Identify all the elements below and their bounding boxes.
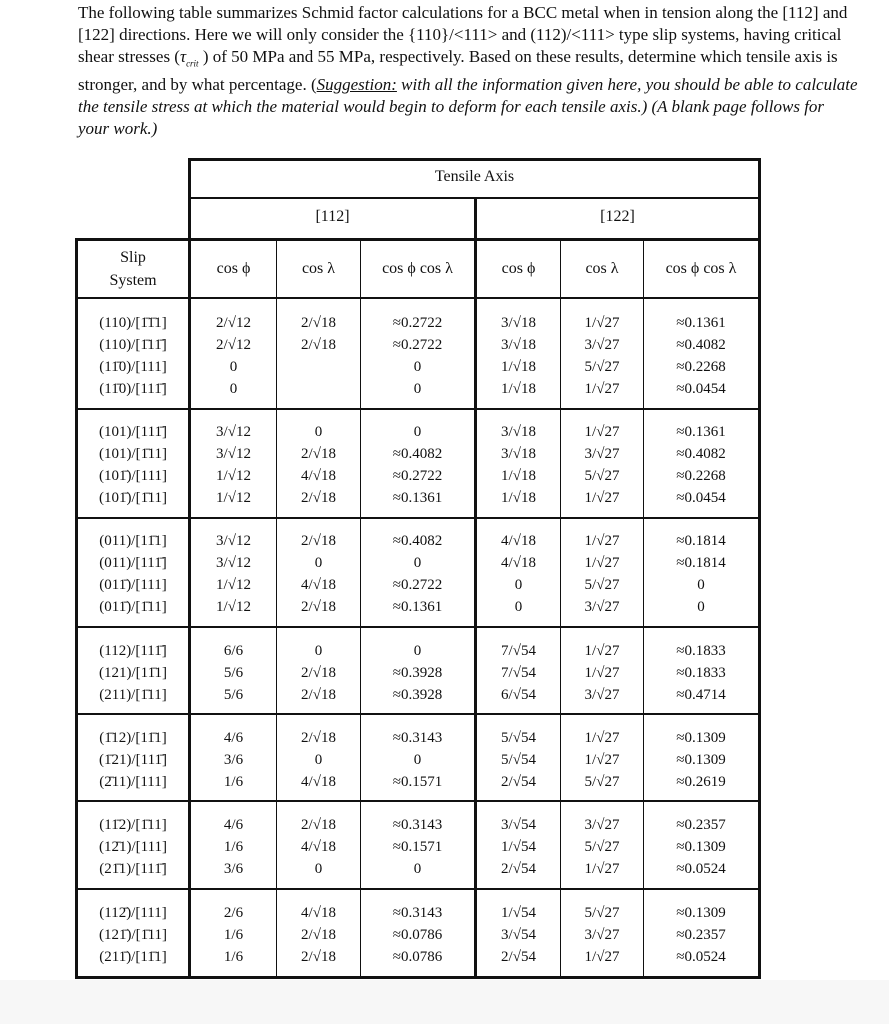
problem-text-1: The following table summarizes Schmid factor calculations for a BCC metal when in tension along the [112] and [122] directions. Here we will only consider the {110}/<111> and (112)/<111> type slip systems, having critical shear stresses ( (78, 3, 848, 66)
slip-systems: (112)/[111̄] (121)/[11̄1] (211)/[1̄11] (98, 643, 168, 703)
schmid-factor-values: ≈0.1361 ≈0.4082 ≈0.2268 ≈0.0454 (676, 424, 726, 506)
cos-lambda-values: 1/√27 1/√27 3/√27 (584, 643, 620, 703)
cos-lambda-values: 2/√18 2/√18 (301, 315, 336, 353)
cos-phi-values: 3/√18 3/√18 1/√18 1/√18 (501, 424, 536, 506)
table-line (75, 238, 761, 241)
cos-phi-values: 4/6 1/6 3/6 (223, 817, 244, 877)
schmid-factor-values: ≈0.1814 ≈0.1814 0 0 (676, 533, 726, 615)
cos-phi-values: 5/√54 5/√54 2/√54 (501, 730, 536, 790)
cos-phi-values: 7/√54 7/√54 6/√54 (501, 643, 536, 703)
cos-phi-cos-lambda-header: cos ϕ cos λ (382, 260, 453, 277)
table-line (75, 517, 761, 519)
schmid-factor-values: ≈0.3143 0 ≈0.1571 (392, 730, 443, 790)
schmid-factor-values: ≈0.1309 ≈0.2357 ≈0.0524 (676, 905, 726, 965)
cos-phi-header: cos ϕ (216, 260, 251, 277)
cos-phi-header: cos ϕ (501, 260, 536, 277)
cos-phi-values: 4/6 3/6 1/6 (223, 730, 244, 790)
schmid-factor-table (75, 158, 761, 979)
slip-systems: (110)/[1̄1̄1] (110)/[1̄11̄] (11̄0)/[111] (11̄0)/[111̄] (99, 315, 167, 397)
cos-lambda-header: cos λ (301, 260, 336, 277)
slip-systems: (112̄)/[111] (121̄)/[1̄11] (211̄)/[11̄1] (98, 905, 168, 965)
problem-text-2: ) of 50 MPa and 55 MPa, respectively. Based on these results, determine which tensile axis is stronger, and by what percentage. ( (78, 47, 838, 95)
cos-phi-values: 6/6 5/6 5/6 (223, 643, 244, 703)
schmid-factor-values: ≈0.4082 0 ≈0.2722 ≈0.1361 (392, 533, 443, 615)
table-line (75, 408, 761, 410)
table-line (75, 976, 761, 979)
tau-symbol: τ (179, 47, 187, 66)
table-line (75, 800, 761, 802)
tensile-axis-header: Tensile Axis (434, 168, 515, 185)
schmid-factor-values: ≈0.3143 ≈0.0786 ≈0.0786 (392, 905, 443, 965)
page-bottom-margin (0, 980, 889, 1024)
problem-text-3: with all the information given here, you should be able to calculate the tensile stress at which the material would begin to deform for each tensile axis.) (A blank page follows for your work.) (78, 75, 858, 139)
cos-lambda-values: 5/√27 3/√27 1/√27 (584, 905, 620, 965)
cos-phi-values: 3/√12 3/√12 1/√12 1/√12 (216, 424, 251, 506)
schmid-factor-values: 0 ≈0.4082 ≈0.2722 ≈0.1361 (392, 424, 443, 506)
cos-lambda-values: 0 2/√18 4/√18 2/√18 (301, 424, 336, 506)
cos-lambda-header: cos λ (585, 260, 619, 277)
problem-statement (78, 2, 858, 140)
table-line (75, 297, 761, 299)
slip-systems: (011)/[11̄1] (011)/[111̄] (011̄)/[111] (011̄)/[1̄11] (99, 533, 167, 615)
cos-lambda-values: 2/√18 0 4/√18 (301, 730, 336, 790)
cos-phi-values: 3/√12 3/√12 1/√12 1/√12 (216, 533, 251, 615)
cos-lambda-values: 0 2/√18 2/√18 (301, 643, 336, 703)
cos-phi-values: 3/√18 3/√18 1/√18 1/√18 (501, 315, 536, 397)
schmid-factor-values: ≈0.1833 ≈0.1833 ≈0.4714 (676, 643, 726, 703)
table-line (188, 158, 761, 161)
cos-lambda-values: 4/√18 2/√18 2/√18 (301, 905, 336, 965)
cos-lambda-values: 2/√18 4/√18 0 (301, 817, 336, 877)
cos-phi-values: 1/√54 3/√54 2/√54 (501, 905, 536, 965)
slip-systems: (101)/[111̄] (101)/[1̄11] (101̄)/[111] (101̄)/[1̄11] (98, 424, 168, 506)
tau-subscript: crit (186, 58, 199, 69)
schmid-factor-values: ≈0.1361 ≈0.4082 ≈0.2268 ≈0.0454 (676, 315, 726, 397)
axis-112-header: [112] (315, 208, 350, 225)
table-line (758, 158, 761, 979)
schmid-factor-values: ≈0.3143 ≈0.1571 0 (392, 817, 443, 877)
schmid-factor-values: 0 ≈0.3928 ≈0.3928 (392, 643, 443, 703)
schmid-factor-values: ≈0.2357 ≈0.1309 ≈0.0524 (676, 817, 726, 877)
slip-systems: (1̄12)/[11̄1] (1̄21)/[111̄] (2̄11)/[111] (98, 730, 168, 790)
cos-lambda-values: 1/√27 1/√27 5/√27 (584, 730, 620, 790)
cos-phi-values: 2/6 1/6 1/6 (223, 905, 244, 965)
slip-system-header: Slip System (109, 249, 157, 289)
cos-lambda-values: 2/√18 0 4/√18 2/√18 (301, 533, 336, 615)
cos-lambda-values: 1/√27 1/√27 5/√27 3/√27 (584, 533, 620, 615)
schmid-factor-values: ≈0.1309 ≈0.1309 ≈0.2619 (676, 730, 726, 790)
cos-phi-values: 2/√12 2/√12 0 0 (216, 315, 251, 397)
cos-phi-values: 3/√54 1/√54 2/√54 (501, 817, 536, 877)
schmid-factor-values: ≈0.2722 ≈0.2722 0 0 (392, 315, 443, 397)
cos-lambda-values: 1/√27 3/√27 5/√27 1/√27 (584, 424, 620, 506)
cos-phi-cos-lambda-header: cos ϕ cos λ (665, 260, 737, 277)
cos-lambda-values: 3/√27 5/√27 1/√27 (584, 817, 620, 877)
table-line (75, 626, 761, 628)
axis-122-header: [122] (600, 208, 635, 225)
slip-systems: (11̄2)/[1̄11] (12̄1)/[111] (21̄1)/[111̄] (98, 817, 168, 877)
suggestion-label: Suggestion: (316, 75, 397, 95)
cos-lambda-values: 1/√27 3/√27 5/√27 1/√27 (584, 315, 620, 397)
table-line (75, 888, 761, 890)
table-line (75, 713, 761, 715)
cos-phi-values: 4/√18 4/√18 0 0 (501, 533, 536, 615)
